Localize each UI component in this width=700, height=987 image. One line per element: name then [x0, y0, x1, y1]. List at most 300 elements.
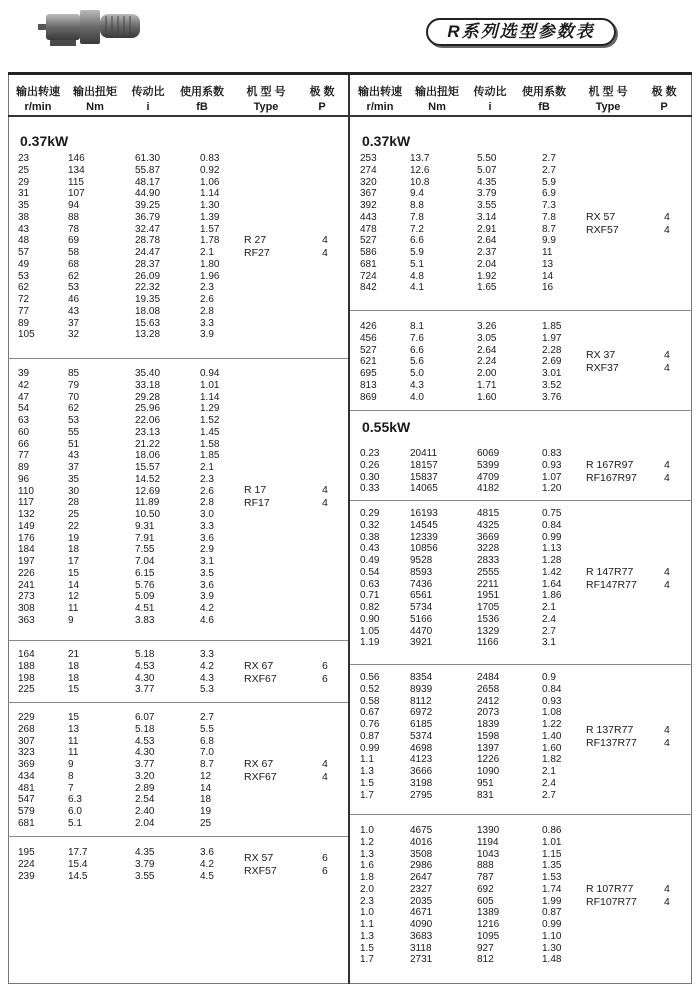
factor-cell: 1.97	[542, 332, 562, 344]
speed-cell: 1.3	[360, 848, 374, 860]
ratio-cell: 2484	[477, 672, 500, 683]
table-row	[8, 212, 348, 224]
table-row	[8, 649, 348, 661]
torque-cell: 7.6	[410, 332, 424, 344]
torque-cell: 14.5	[68, 870, 88, 882]
ratio-cell: 2412	[477, 695, 500, 707]
table-row	[8, 380, 348, 392]
speed-cell: 0.23	[360, 448, 380, 459]
torque-cell: 6185	[410, 719, 433, 730]
speed-cell: 681	[360, 258, 377, 270]
factor-cell: 1.20	[542, 483, 562, 495]
ratio-cell: 3.05	[477, 332, 497, 344]
factor-cell: 2.4	[542, 777, 556, 789]
factor-cell: 1.01	[542, 836, 562, 848]
pole-count: 4	[664, 223, 670, 236]
ratio-cell: 7.55	[135, 544, 155, 556]
header-speed-unit: r/min	[366, 101, 394, 113]
pole-count: 4	[664, 210, 670, 223]
pole-count: 4	[664, 882, 670, 895]
table-row	[8, 661, 348, 673]
factor-cell: 2.6	[200, 485, 214, 497]
ratio-cell: 18.06	[135, 450, 161, 462]
speed-cell: 1.1	[360, 919, 374, 930]
factor-cell: 2.28	[542, 344, 562, 356]
table-row	[350, 483, 692, 495]
torque-cell: 6.0	[68, 806, 82, 817]
pole-count: 4	[664, 458, 670, 471]
ratio-cell: 21.22	[135, 438, 161, 450]
torque-cell: 17.7	[68, 847, 88, 858]
ratio-cell: 55.87	[135, 164, 161, 176]
speed-cell: 53	[18, 270, 30, 282]
ratio-cell: 4182	[477, 483, 500, 495]
table-row	[8, 533, 348, 545]
speed-cell: 2.3	[360, 895, 374, 907]
table-row	[350, 896, 692, 908]
factor-cell: 1.14	[200, 188, 220, 200]
table-row	[350, 345, 692, 357]
header-factor-unit: fB	[538, 101, 550, 113]
right-column	[350, 75, 692, 984]
section	[350, 665, 692, 815]
pole-count: 4	[664, 471, 670, 484]
speed-cell: 63	[18, 415, 30, 426]
ratio-cell: 4325	[477, 519, 500, 531]
speed-cell: 0.38	[360, 531, 380, 543]
torque-cell: 69	[68, 235, 80, 247]
torque-cell: 53	[68, 415, 80, 426]
factor-cell: 1.13	[542, 543, 562, 555]
factor-cell: 1.74	[542, 883, 562, 895]
factor-cell: 3.9	[200, 591, 214, 603]
torque-cell: 2035	[410, 895, 433, 907]
factor-cell: 1.10	[542, 930, 562, 942]
speed-cell: 0.90	[360, 613, 380, 625]
factor-cell: 1.52	[200, 415, 220, 426]
table-row	[8, 318, 348, 330]
ratio-cell: 5.09	[135, 591, 155, 603]
table-row	[350, 200, 692, 212]
torque-cell: 16193	[410, 508, 438, 519]
table-row	[8, 568, 348, 580]
torque-cell: 3198	[410, 777, 433, 789]
table-row	[350, 872, 692, 884]
table-row	[350, 672, 692, 684]
table-row	[350, 380, 692, 392]
table-row	[350, 943, 692, 955]
pole-count: 4	[322, 234, 328, 246]
ratio-cell: 12.69	[135, 485, 161, 497]
factor-cell: 5.3	[200, 684, 214, 696]
torque-cell: 30	[68, 485, 80, 497]
factor-cell: 2.8	[200, 305, 214, 317]
ratio-cell: 3.77	[135, 684, 155, 696]
header-factor: 使用系数	[522, 86, 566, 98]
model-type: RX 57	[244, 851, 274, 864]
ratio-cell: 15.57	[135, 462, 161, 473]
factor-cell: 1.48	[542, 954, 562, 966]
pole-count: 4	[664, 578, 670, 591]
ratio-cell: 1329	[477, 625, 500, 637]
speed-cell: 869	[360, 391, 377, 403]
ratio-cell: 951	[477, 777, 494, 789]
table-row	[350, 778, 692, 790]
speed-cell: 0.54	[360, 566, 380, 578]
table-row	[350, 368, 692, 380]
torque-cell: 3508	[410, 848, 433, 860]
torque-cell: 6.6	[410, 235, 424, 247]
ratio-cell: 1.65	[477, 282, 497, 294]
ratio-cell: 2211	[477, 578, 499, 590]
ratio-cell: 1397	[477, 742, 500, 754]
speed-cell: 39	[18, 368, 30, 379]
ratio-cell: 2.64	[477, 344, 497, 356]
table-row	[8, 247, 348, 259]
speed-cell: 226	[18, 567, 35, 579]
speed-cell: 57	[18, 247, 30, 258]
torque-cell: 10.8	[410, 176, 430, 188]
factor-cell: 19	[200, 806, 212, 817]
torque-cell: 5.0	[410, 368, 424, 379]
table-row	[350, 907, 692, 919]
speed-cell: 29	[18, 176, 30, 188]
ratio-cell: 2.37	[477, 247, 497, 258]
factor-cell: 2.4	[542, 613, 556, 625]
header-model: 机 型 号	[246, 86, 286, 98]
speed-cell: 724	[360, 270, 377, 282]
table-row	[350, 532, 692, 544]
speed-cell: 0.82	[360, 602, 380, 613]
factor-cell: 3.6	[200, 579, 214, 591]
ratio-cell: 5.18	[135, 723, 155, 735]
speed-cell: 23	[18, 153, 30, 164]
table-row	[350, 224, 692, 236]
factor-cell: 7.3	[542, 200, 556, 211]
table-row	[8, 294, 348, 306]
torque-cell: 62	[68, 403, 80, 415]
ratio-cell: 3669	[477, 531, 500, 543]
torque-cell: 6.6	[410, 344, 424, 356]
ratio-cell: 1194	[477, 836, 499, 848]
factor-cell: 1.42	[542, 566, 562, 578]
factor-cell: 5.5	[200, 723, 214, 735]
speed-cell: 241	[18, 579, 35, 591]
table-row	[8, 259, 348, 271]
model-type: RF137R77	[586, 736, 637, 749]
speed-cell: 132	[18, 509, 35, 520]
factor-cell: 25	[200, 817, 212, 829]
factor-cell: 2.8	[200, 497, 214, 509]
ratio-cell: 44.90	[135, 188, 161, 200]
gear-motor-logo	[36, 4, 148, 50]
ratio-cell: 4.53	[135, 735, 155, 747]
ratio-cell: 3.26	[477, 321, 497, 332]
ratio-cell: 5.07	[477, 164, 497, 176]
section	[350, 411, 692, 501]
factor-cell: 4.5	[200, 870, 214, 882]
speed-cell: 1.7	[360, 789, 374, 801]
ratio-cell: 2.40	[135, 806, 155, 817]
table-row	[8, 497, 348, 509]
table-row	[350, 520, 692, 532]
factor-cell: 12	[200, 770, 212, 782]
factor-cell: 4.2	[200, 660, 214, 672]
section	[350, 815, 692, 984]
speed-cell: 25	[18, 164, 30, 176]
factor-cell: 16	[542, 282, 554, 294]
speed-cell: 274	[360, 164, 377, 176]
speed-cell: 0.56	[360, 672, 380, 683]
torque-cell: 2327	[410, 883, 433, 895]
speed-cell: 0.29	[360, 508, 380, 519]
factor-cell: 3.76	[542, 391, 562, 403]
factor-cell: 1.78	[200, 235, 220, 247]
factor-cell: 0.83	[542, 448, 562, 459]
ratio-cell: 2658	[477, 683, 500, 695]
torque-cell: 85	[68, 368, 80, 379]
torque-cell: 2986	[410, 860, 433, 872]
factor-cell: 2.7	[542, 153, 556, 164]
torque-cell: 4.0	[410, 391, 424, 403]
table-row	[350, 165, 692, 177]
pole-count: 4	[322, 484, 328, 497]
speed-cell: 42	[18, 379, 30, 391]
speed-cell: 547	[18, 794, 35, 806]
table-row	[350, 212, 692, 224]
ratio-cell: 4.35	[477, 176, 497, 188]
torque-cell: 9.4	[410, 188, 424, 200]
factor-cell: 5.9	[542, 176, 556, 188]
speed-cell: 586	[360, 247, 377, 258]
table-row	[8, 818, 348, 830]
torque-cell: 37	[68, 462, 80, 473]
torque-cell: 8	[68, 770, 74, 782]
speed-cell: 188	[18, 660, 35, 672]
ratio-cell: 13.28	[135, 329, 161, 341]
model-type: RXF67	[244, 672, 277, 685]
table-row	[350, 743, 692, 755]
speed-cell: 1.5	[360, 777, 374, 789]
table-row	[350, 472, 692, 484]
table-row	[350, 392, 692, 404]
torque-cell: 6.3	[68, 794, 82, 806]
table-row	[350, 188, 692, 200]
table-row	[8, 200, 348, 212]
torque-cell: 4698	[410, 742, 433, 754]
torque-cell: 11	[68, 603, 79, 614]
header-model: 机 型 号	[588, 86, 628, 98]
table-row	[350, 356, 692, 368]
speed-cell: 1.5	[360, 942, 374, 954]
factor-cell: 3.9	[200, 329, 214, 341]
speed-cell: 367	[360, 188, 377, 200]
factor-cell: 0.9	[542, 672, 556, 683]
table-row	[8, 271, 348, 283]
header-poles-unit: P	[660, 101, 668, 113]
ratio-cell: 831	[477, 789, 494, 801]
table-row	[350, 860, 692, 872]
pole-count: 6	[322, 672, 328, 685]
ratio-cell: 2.04	[477, 258, 497, 270]
table-row	[8, 847, 348, 859]
speed-cell: 478	[360, 223, 377, 235]
speed-cell: 66	[18, 438, 30, 450]
model-type: RX 67	[244, 659, 274, 672]
speed-cell: 77	[18, 450, 30, 462]
factor-cell: 2.6	[200, 294, 214, 305]
ratio-cell: 1839	[477, 719, 500, 730]
table-row	[350, 766, 692, 778]
speed-cell: 0.43	[360, 543, 380, 555]
factor-cell: 9.9	[542, 235, 556, 247]
factor-cell: 14	[200, 782, 212, 794]
factor-cell: 0.83	[200, 153, 220, 164]
torque-cell: 5374	[410, 730, 433, 742]
table-row	[8, 871, 348, 883]
section	[8, 703, 348, 837]
ratio-cell: 812	[477, 954, 494, 966]
torque-cell: 3666	[410, 766, 433, 777]
pole-count: 4	[664, 723, 670, 736]
ratio-cell: 3.79	[135, 858, 155, 870]
factor-cell: 2.3	[200, 473, 214, 485]
ratio-cell: 3.77	[135, 759, 155, 770]
model-type: RXF57	[586, 223, 619, 236]
factor-cell: 1.06	[200, 176, 220, 188]
factor-cell: 2.7	[542, 789, 556, 801]
factor-cell: 3.0	[200, 509, 214, 520]
speed-cell: 77	[18, 305, 30, 317]
speed-cell: 253	[360, 153, 377, 164]
model-type: RXF37	[586, 362, 619, 375]
table-row	[8, 806, 348, 818]
speed-cell: 0.58	[360, 695, 380, 707]
ratio-cell: 4815	[477, 508, 500, 519]
torque-cell: 3683	[410, 930, 433, 942]
factor-cell: 1.96	[200, 270, 220, 282]
ratio-cell: 7.04	[135, 556, 155, 567]
torque-cell: 9	[68, 614, 74, 626]
table-row	[8, 556, 348, 568]
ratio-cell: 14.52	[135, 473, 161, 485]
torque-cell: 10856	[410, 543, 438, 555]
pole-count: 4	[664, 736, 670, 749]
ratio-cell: 605	[477, 895, 494, 907]
header-torque: 输出扭矩	[415, 86, 459, 98]
torque-cell: 6561	[410, 590, 433, 602]
table-row	[8, 329, 348, 341]
speed-cell: 89	[18, 462, 30, 473]
ratio-cell: 2833	[477, 555, 500, 566]
table-row	[8, 450, 348, 462]
factor-cell: 1.29	[200, 403, 220, 415]
table-row	[8, 415, 348, 427]
table-row	[350, 954, 692, 966]
section	[350, 311, 692, 411]
ratio-cell: 3.55	[135, 870, 155, 882]
speed-cell: 35	[18, 200, 30, 211]
factor-cell: 7.0	[200, 747, 214, 759]
torque-cell: 18	[68, 660, 80, 672]
factor-cell: 3.6	[200, 532, 214, 544]
table-row	[8, 736, 348, 748]
speed-cell: 0.99	[360, 742, 380, 754]
torque-cell: 8354	[410, 672, 433, 683]
speed-cell: 184	[18, 544, 35, 556]
factor-cell: 3.1	[200, 556, 214, 567]
ratio-cell: 2.00	[477, 368, 497, 379]
header-speed: 输出转速	[16, 86, 60, 98]
torque-cell: 13.7	[410, 153, 430, 164]
table-row	[350, 602, 692, 614]
factor-cell: 0.87	[542, 907, 562, 919]
ratio-cell: 2.24	[477, 356, 497, 368]
speed-cell: 695	[360, 368, 377, 379]
ratio-cell: 6.15	[135, 567, 155, 579]
ratio-cell: 5.50	[477, 153, 497, 164]
table-row	[8, 403, 348, 415]
torque-cell: 15837	[410, 471, 438, 483]
pole-count: 4	[322, 247, 328, 259]
table-row	[350, 282, 692, 294]
factor-cell: 3.3	[200, 520, 214, 532]
pole-count: 4	[322, 497, 328, 510]
ratio-cell: 1166	[477, 637, 499, 649]
speed-cell: 392	[360, 200, 377, 211]
table-row	[8, 591, 348, 603]
speed-cell: 0.76	[360, 719, 380, 730]
table-row	[8, 521, 348, 533]
torque-cell: 4123	[410, 754, 433, 766]
table-row	[350, 259, 692, 271]
speed-cell: 149	[18, 520, 35, 532]
factor-cell: 13	[542, 258, 554, 270]
torque-cell: 8112	[410, 695, 432, 707]
table-row	[8, 712, 348, 724]
speed-cell: 117	[18, 497, 34, 509]
ratio-cell: 1390	[477, 825, 500, 836]
speed-cell: 195	[18, 847, 35, 858]
table-row	[8, 544, 348, 556]
factor-cell: 1.80	[200, 258, 220, 270]
header-speed: 输出转速	[358, 86, 402, 98]
column-header	[350, 75, 692, 117]
model-type: RF167R97	[586, 471, 637, 484]
torque-cell: 46	[68, 294, 80, 305]
factor-cell: 2.7	[200, 712, 214, 723]
ratio-cell: 32.47	[135, 223, 161, 235]
speed-cell: 527	[360, 344, 377, 356]
torque-cell: 17	[68, 556, 80, 567]
table-row	[8, 673, 348, 685]
ratio-cell: 10.50	[135, 509, 161, 520]
factor-cell: 1.28	[542, 555, 562, 566]
table-row	[350, 460, 692, 472]
pole-count: 4	[664, 362, 670, 375]
speed-cell: 579	[18, 806, 35, 817]
torque-cell: 9528	[410, 555, 433, 566]
ratio-cell: 1536	[477, 613, 500, 625]
torque-cell: 8.1	[410, 321, 424, 332]
ratio-cell: 888	[477, 860, 494, 872]
factor-cell: 4.3	[200, 672, 214, 684]
ratio-cell: 1043	[477, 848, 500, 860]
torque-cell: 15	[68, 684, 80, 696]
torque-cell: 4470	[410, 625, 433, 637]
speed-cell: 0.33	[360, 483, 380, 495]
torque-cell: 15	[68, 712, 80, 723]
